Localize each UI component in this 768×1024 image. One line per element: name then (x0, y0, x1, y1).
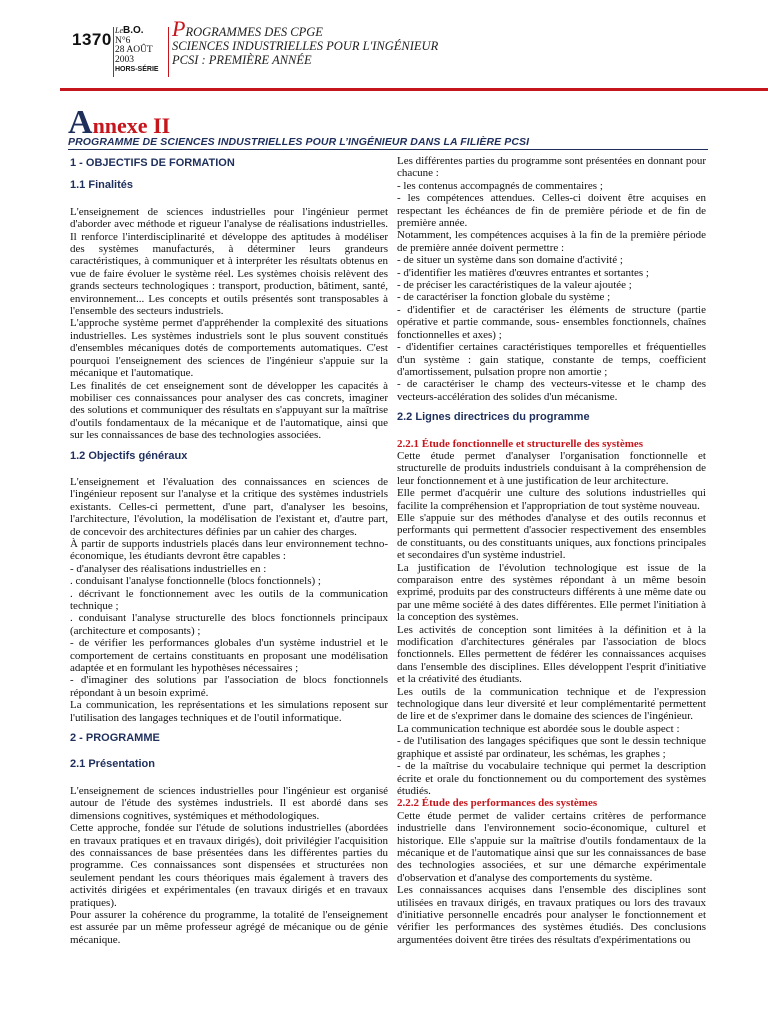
subsection-heading: 1.2 Objectifs généraux (70, 449, 188, 462)
right-column (397, 155, 706, 946)
paragraph: Cette étude permet d'analyser l'organisation fonctionnelle et structurelle de produits industriels conduisant à la compréhension de leur fonctionnement et à une justification de leur architecture. (397, 449, 706, 487)
list-item: - d'analyser des réalisations industrielles en : (70, 562, 267, 575)
paragraph: La communication, les représentations et les simulations reposent sur l'utilisation des langages techniques et de l'outil informatique. (70, 699, 388, 724)
paragraph: Les activités de conception sont limitées à la définition et à la modification d'architectures générales par l'association de blocs fonctionnels. Elles permettent de fédérer les connaissances acquises dans l'ensemble des disciplines. Elles développent l'esprit d'initiative et la créativité des étudiants. (397, 623, 706, 686)
paragraph: L'enseignement de sciences industrielles pour l'ingénieur permet d'aborder avec méthode et rigueur l'analyse de réalisations industrielles. Il renforce l'interdisciplinarité et développe des aptitudes à modéliser des systèmes manufacturés, à déterminer leurs grandeurs caractéristiques, à communiquer et à interpréter les résultats obtenus en vue de faire évoluer le système réel. Les systèmes choisis relèvent des grands secteurs technologiques : transport, production, bâtiment, santé, environnement... Les concepts et outils présentés sont transposables à l'ensemble des secteurs industriels. (70, 205, 388, 318)
list-item: - de l'utilisation des langages spécifiques que sont le dessin technique graphique et assisté par ordinateur, les schémas, les graphes ; (397, 735, 706, 760)
list-item: - les contenus accompagnés de commentaires ; (397, 179, 603, 192)
bulletin-year: 2003 (115, 54, 134, 65)
header-title (172, 16, 439, 67)
list-item: - de situer un système dans son domaine d'activité ; (397, 254, 623, 267)
section-heading: 2 - PROGRAMME (70, 732, 160, 745)
header-line-3: PCSI : PREMIÈRE ANNÉE (172, 53, 312, 67)
list-item: - d'identifier les matières d'œuvres entrantes et sortantes ; (397, 266, 649, 279)
list-item: - d'identifier et de caractériser les éléments de structure (partie opérative et partie commande, sous- ensembles fonctionnels, chaînes fonctionnelles et axes) ; (397, 303, 706, 341)
subsection-heading: 1.1 Finalités (70, 179, 133, 192)
paragraph: Elle permet d'acquérir une culture des solutions industrielles qui facilite la compréhension et l'appropriation de tout système nouveau. (397, 487, 706, 512)
paragraph: Notamment, les compétences acquises à la fin de la première période de première année doivent permettre : (397, 229, 706, 254)
paragraph: À partir de supports industriels placés dans leur environnement techno- économique, les étudiants devront être capables : (70, 537, 388, 563)
list-item: - de caractériser le champ des vecteurs-vitesse et le champ des vecteurs-accélération des solides d'un mécanisme. (397, 378, 706, 403)
list-item: - d'identifier certaines caractéristiques temporelles et fréquentielles d'un système : gain statique, constante de temps, coefficient d'amortissement, pulsation propre non amortie ; (397, 341, 706, 378)
document-subtitle: PROGRAMME DE SCIENCES INDUSTRIELLES POUR L’INGÉNIEUR DANS LA FILIÈRE PCSI (68, 136, 708, 150)
bulletin-issue: N°6 (115, 35, 131, 46)
list-item: . conduisant l'analyse structurelle des blocs fonctionnels principaux (architecture et composants) ; (70, 612, 388, 637)
subsection-heading: 2.1 Présentation (70, 758, 155, 771)
page-header (0, 0, 768, 96)
bulletin-special: HORS-SÉRIE (115, 66, 159, 73)
subsubsection-heading: 2.2.1 Étude fonctionnelle et structurelle des systèmes (397, 437, 644, 450)
header-divider (113, 27, 114, 77)
list-item: - de la maîtrise du vocabulaire technique qui permet la description écrite et orale du fonctionnement ou du comportement des systèmes étudiés. (397, 760, 706, 797)
subsubsection-heading: 2.2.2 Étude des performances des systèmes (397, 797, 598, 810)
bulletin-title: B.O. (123, 25, 144, 36)
left-column (70, 155, 388, 946)
paragraph: Cette étude permet de valider certains critères de performance industrielle dans l'environnement socio-économique, culturel et historique. Elle s'appuie sur la maîtrise d'outils fondamentaux de la mécanique et de l'automatique ainsi que sur les connaissances de base des technologies associées, et sur une démarche expérimentale d'observation et d'analyse des comportements du système. (397, 809, 706, 884)
paragraph: L'enseignement et l'évaluation des connaissances en sciences de l'ingénieur reposent sur l'analyse et la critique des systèmes industriels existants. Celles-ci permettent, d'une part, d'analyser les besoins, l'architecture, l'évolution, la modélisation de l'existant et, d'autre part, de concevoir des architectures définies par un cahier des charges. (70, 475, 388, 538)
annex-title-rest: nnexe II (92, 113, 171, 138)
subsection-heading: 2.2 Lignes directrices du programme (397, 411, 590, 424)
annex-dropcap: A (68, 104, 93, 141)
list-item: - d'imaginer des solutions par l'association de blocs fonctionnels répondant à un besoin exprimé. (70, 674, 388, 699)
header-rule (60, 88, 768, 91)
paragraph: La justification de l'évolution technologique est issue de la comparaison entre des systèmes répondant à un même besoin exprimé, produits par des constructeurs différents à une même date ou par une même société à des dates différentes. Elle permet l'initiation à la conception des systèmes. (397, 561, 706, 624)
paragraph: L'approche système permet d'appréhender la complexité des situations industrielles. Les systèmes industriels sont le plus souvent constitués d'ensembles mécaniques dotés de comportements automatiques. C'est pourquoi l'enseignement des sciences de l'ingénieur s'appuie sur la mécanique et l'automatique. (70, 317, 388, 380)
section-heading: 1 - OBJECTIFS DE FORMATION (70, 157, 235, 169)
paragraph: La communication technique est abordée sous le double aspect : (397, 722, 680, 735)
header-line-2: SCIENCES INDUSTRIELLES POUR L'INGÉNIEUR (172, 39, 439, 53)
paragraph: Les finalités de cet enseignement sont de développer les capacités à mobiliser ces connaissances pour analyser des cas concrets, imaginer des solutions et communiquer des résultats en s'appuyant sur la maîtrise d'outils fondamentaux de la mécanique et de l'automatique, ainsi que sur les connaissances de base des technologies associées. (70, 379, 388, 442)
list-item: - de caractériser la fonction globale du système ; (397, 291, 611, 304)
paragraph: Les outils de la communication technique et de l'expression technologique dans leur diversité et leur complémentarité permettent de lire et de s'exprimer dans le domaine des sciences de l'ingénieur. (397, 685, 706, 723)
paragraph: Les connaissances acquises dans l'ensemble des disciplines sont utilisées en travaux dirigés, en travaux pratiques ou lors des travaux d'initiative personnelle encadrés pour analyser le fonctionnement et vérifier les performances des systèmes étudiés. Des conclusions argumentées doivent être tirées des résultats d'expérimentations ou (397, 884, 706, 946)
paragraph: L'enseignement de sciences industrielles pour l'ingénieur est organisé autour de l'étude des systèmes industriels. Il est abordé dans ses dimensions cognitives, systémiques et méthodologiques. (70, 784, 388, 822)
header-dropcap: P (172, 16, 186, 41)
header-line-1: ROGRAMMES DES CPGE (185, 25, 323, 39)
page-number: 1370 (72, 30, 112, 49)
bulletin-info (115, 26, 169, 75)
header-divider (168, 27, 169, 77)
paragraph: Les différentes parties du programme sont présentées en donnant pour chacune : (397, 155, 706, 180)
list-item: . conduisant l'analyse fonctionnelle (blocs fonctionnels) ; (70, 575, 321, 588)
paragraph: Cette approche, fondée sur l'étude de solutions industrielles (abordées en travaux pratiques et en travaux dirigés), doit privilégier l'acquisition des connaissances de base présentées dans les différentes parties du programme. Ces connaissances sont dispensées et structurées non seulement pendant les cours théoriques mais également à travers des activités dirigées et expérimentales (en travaux dirigés et en travaux pratiques). (70, 822, 388, 909)
list-item: - de préciser les caractéristiques de la valeur ajoutée ; (397, 279, 632, 292)
paragraph: Elle s'appuie sur des méthodes d'analyse et des outils reconnus et performants qui permettent d'associer respectivement des ensembles de constituants, ou des constituants uniques, aux fonctions principales et secondaires d'un système industriel. (397, 511, 706, 562)
list-item: . décrivant le fonctionnement avec les outils de la communication technique ; (70, 587, 388, 612)
paragraph: Pour assurer la cohérence du programme, la totalité de l'enseignement est assurée par un même professeur agrégé de mécanique ou de génie mécanique. (70, 908, 388, 946)
bulletin-date: 28 AOÛT (115, 45, 153, 55)
list-item: - les compétences attendues. Celles-ci doivent être acquises en respectant les échéances de fin de première période et de fin de première année. (397, 192, 706, 230)
list-item: - de vérifier les performances globales d'un système industriel et le comportement de certains constituants en proposant une modélisation adaptée et en formulant les hypothèses nécessaires ; (70, 637, 388, 675)
bulletin-le: Le (115, 26, 123, 35)
